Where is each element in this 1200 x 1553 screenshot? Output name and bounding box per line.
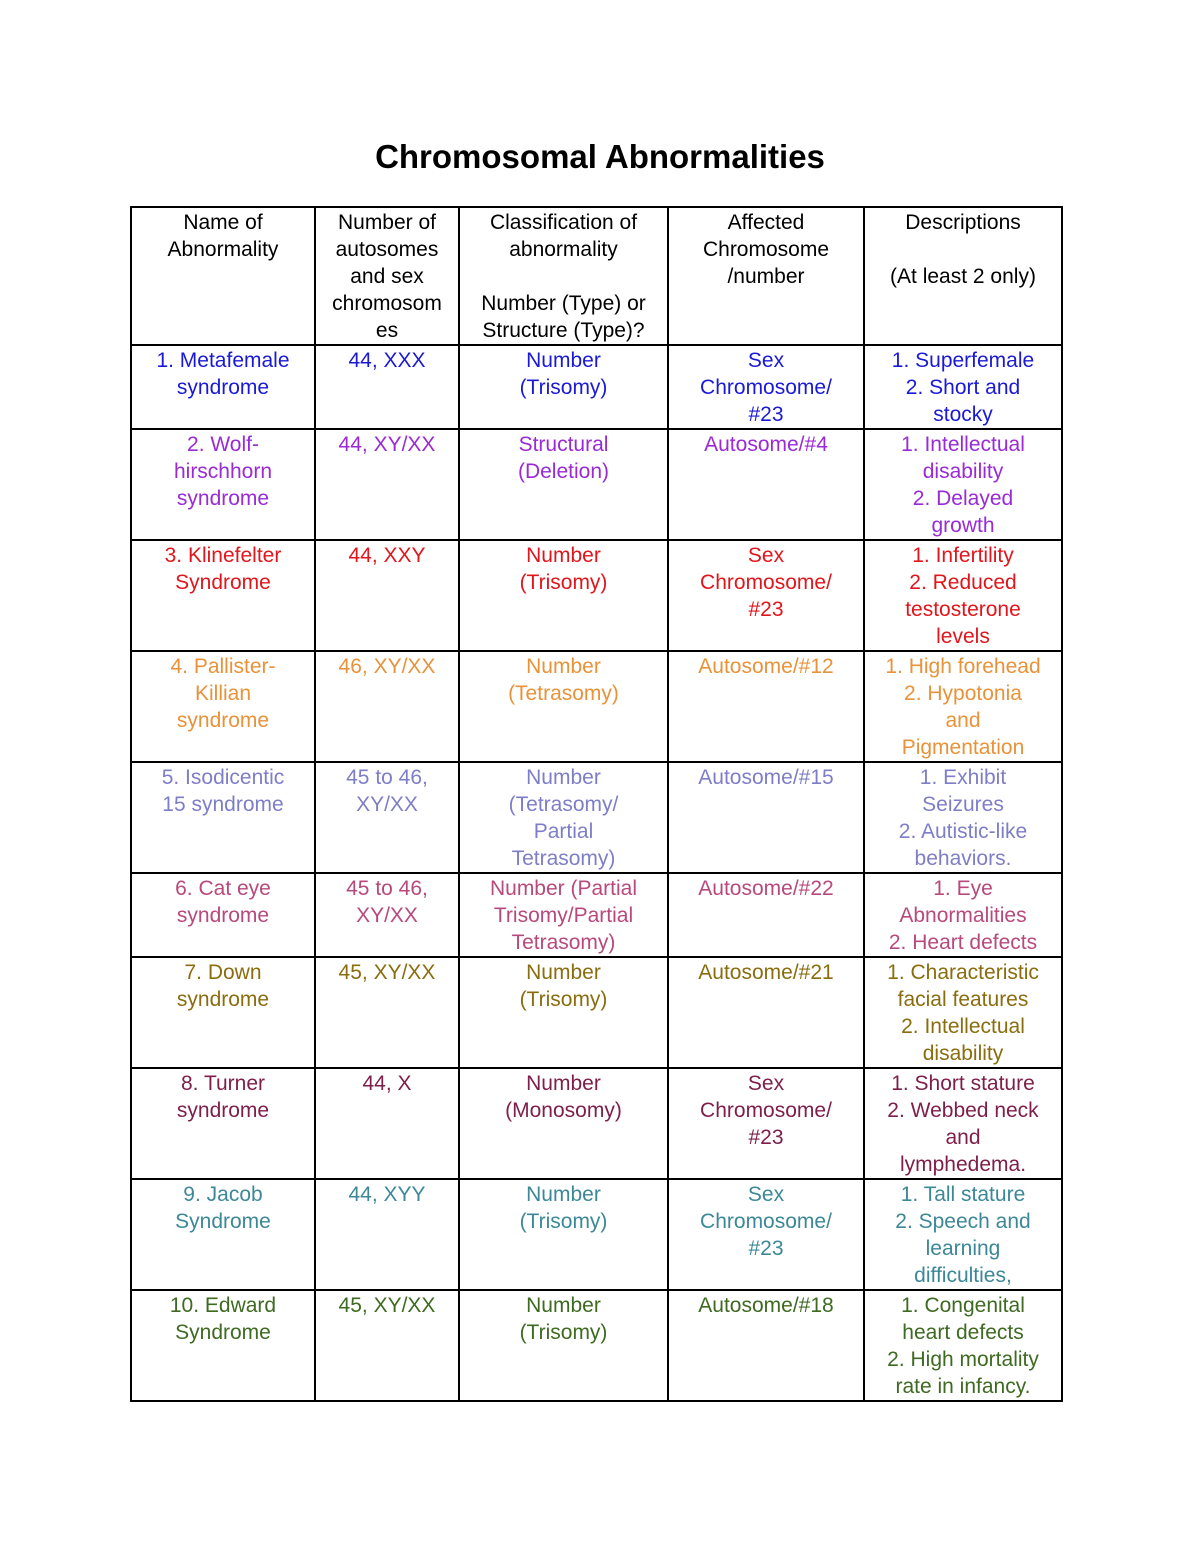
cell-text-line: heart defects [902, 1321, 1024, 1344]
cell-text-line: 45, XY/XX [338, 1294, 436, 1317]
cell-text-line: Pigmentation [901, 736, 1025, 759]
cell-text-line: (Monosomy) [505, 1099, 622, 1122]
header-row [131, 207, 1062, 345]
cell-text-line: 1. Infertility [912, 544, 1014, 567]
cell-text-line: 10. Edward [169, 1294, 277, 1317]
cell-text-line: (Trisomy) [519, 571, 608, 594]
cell-text-line: Number [526, 1072, 601, 1095]
cell-text-line: 1. Tall stature [900, 1183, 1026, 1206]
cell-classification [459, 345, 668, 429]
cell-text-line: Affected [727, 211, 805, 234]
cell-text-line: and sex [350, 265, 424, 288]
cell-name [131, 762, 315, 873]
table-row [131, 540, 1062, 651]
cell-text-line: growth [931, 514, 995, 537]
header-classification [459, 207, 668, 345]
page-title: Chromosomal Abnormalities [375, 138, 825, 175]
cell-text-line: 6. Cat eye [175, 877, 271, 900]
cell-text-line: (Trisomy) [519, 1321, 608, 1344]
cell-classification [459, 873, 668, 957]
cell-text-line: 1. Eye [933, 877, 993, 900]
cell-classification [459, 1068, 668, 1179]
cell-text-line: disability [922, 1042, 1004, 1065]
cell-affected-chromosome [668, 762, 864, 873]
cell-affected-chromosome [668, 429, 864, 540]
cell-text-line: Syndrome [175, 1210, 271, 1233]
cell-text-line: Sex [747, 1183, 785, 1206]
cell-description [864, 540, 1062, 651]
abnormalities-table [130, 206, 1063, 1402]
cell-text-line: Number [526, 349, 601, 372]
cell-description [864, 1290, 1062, 1401]
cell-affected-chromosome [668, 651, 864, 762]
table-row [131, 762, 1062, 873]
cell-text-line: difficulties, [914, 1264, 1012, 1287]
cell-text-line: Chromosome [702, 238, 830, 261]
cell-chromosome-count [315, 1179, 459, 1290]
cell-classification [459, 429, 668, 540]
cell-text-line: 44, XYY [348, 1183, 426, 1206]
cell-text-line: 1. Short stature [891, 1072, 1035, 1095]
cell-text-line: Abnormality [167, 238, 279, 261]
cell-text-line: 2. Webbed neck [887, 1099, 1039, 1122]
cell-text-line: 2. Delayed [912, 487, 1014, 510]
cell-text-line: 4. Pallister- [170, 655, 276, 678]
cell-text-line: #23 [748, 1237, 784, 1260]
cell-text-line: Structural [518, 433, 609, 456]
cell-text-line: 2. Intellectual [901, 1015, 1025, 1038]
cell-description [864, 345, 1062, 429]
cell-text-line: 1. Superfemale [891, 349, 1035, 372]
cell-text-line: XY/XX [356, 793, 418, 816]
cell-text-line: (Trisomy) [519, 988, 608, 1011]
blank-line [462, 263, 665, 290]
cell-text-line: 2. Speech and [895, 1210, 1031, 1233]
cell-text-line: Number (Partial [489, 877, 638, 900]
cell-text-line: (Tetrasomy/ [508, 793, 619, 816]
cell-classification [459, 1179, 668, 1290]
cell-text-line: #23 [748, 598, 784, 621]
cell-text-line: and [945, 709, 981, 732]
cell-description [864, 1068, 1062, 1179]
cell-text-line: Classification of [489, 211, 638, 234]
cell-name [131, 540, 315, 651]
cell-text-line: 5. Isodicentic [161, 766, 285, 789]
cell-text-line: (Tetrasomy) [508, 682, 619, 705]
cell-text-line: disability [922, 460, 1004, 483]
cell-chromosome-count [315, 1290, 459, 1401]
cell-text-line: 7. Down [184, 961, 262, 984]
cell-text-line: facial features [897, 988, 1029, 1011]
cell-affected-chromosome [668, 1068, 864, 1179]
cell-text-line: chromosom [332, 292, 442, 315]
cell-text-line: (Trisomy) [519, 376, 608, 399]
cell-text-line: 44, X [362, 1072, 412, 1095]
cell-description [864, 651, 1062, 762]
cell-text-line: Sex [747, 349, 785, 372]
header-count [315, 207, 459, 345]
cell-text-line: 1. Metafemale [156, 349, 290, 372]
cell-text-line: Chromosome/ [700, 571, 832, 594]
cell-text-line: Chromosome/ [700, 1099, 832, 1122]
cell-text-line: 45, XY/XX [338, 961, 436, 984]
cell-classification [459, 651, 668, 762]
cell-text-line: syndrome [176, 1099, 270, 1122]
cell-text-line: Syndrome [175, 571, 271, 594]
table-body [131, 345, 1062, 1401]
table-row [131, 1068, 1062, 1179]
cell-text-line: Number [526, 1183, 601, 1206]
cell-text-line: Killian [194, 682, 252, 705]
cell-text-line: Chromosome/ [700, 376, 832, 399]
cell-text-line: Descriptions [905, 211, 1021, 234]
cell-text-line: Partial [533, 820, 594, 843]
cell-text-line: Abnormalities [899, 904, 1027, 927]
cell-text-line: Name of [183, 211, 263, 234]
cell-name [131, 345, 315, 429]
cell-text-line: Number [526, 655, 601, 678]
table-row [131, 1290, 1062, 1401]
cell-text-line: Sex [747, 544, 785, 567]
cell-classification [459, 957, 668, 1068]
cell-text-line: Number [526, 544, 601, 567]
cell-text-line: 2. Autistic-like [898, 820, 1028, 843]
cell-text-line: 2. Heart defects [888, 931, 1038, 954]
cell-text-line: Autosome/#15 [698, 766, 834, 789]
cell-text-line: lymphedema. [899, 1153, 1027, 1176]
cell-text-line: 1. High forehead [885, 655, 1041, 678]
cell-affected-chromosome [668, 1179, 864, 1290]
cell-text-line: 45 to 46, [346, 766, 428, 789]
cell-text-line: 2. Hypotonia [904, 682, 1022, 705]
table-row [131, 651, 1062, 762]
cell-name [131, 957, 315, 1068]
cell-text-line: (Deletion) [517, 460, 610, 483]
cell-text-line: 1. Characteristic [887, 961, 1039, 984]
header-name [131, 207, 315, 345]
cell-text-line: levels [936, 625, 990, 648]
cell-text-line: Number of [337, 211, 437, 234]
cell-affected-chromosome [668, 345, 864, 429]
cell-text-line: learning [925, 1237, 1001, 1260]
cell-affected-chromosome [668, 1290, 864, 1401]
cell-text-line: testosterone [905, 598, 1021, 621]
cell-text-line: 1. Exhibit [919, 766, 1007, 789]
cell-text-line: abnormality [509, 238, 618, 261]
cell-name [131, 1068, 315, 1179]
cell-text-line: rate in infancy. [895, 1375, 1031, 1398]
cell-text-line: syndrome [176, 988, 270, 1011]
cell-chromosome-count [315, 540, 459, 651]
cell-chromosome-count [315, 873, 459, 957]
cell-description [864, 429, 1062, 540]
cell-text-line: (At least 2 only) [890, 265, 1036, 288]
cell-affected-chromosome [668, 957, 864, 1068]
cell-text-line: XY/XX [356, 904, 418, 927]
cell-text-line: 1. Congenital [901, 1294, 1025, 1317]
cell-description [864, 762, 1062, 873]
cell-text-line: syndrome [176, 709, 270, 732]
cell-text-line: autosomes [335, 238, 439, 261]
cell-text-line: behaviors. [914, 847, 1012, 870]
table-row [131, 873, 1062, 957]
cell-name [131, 651, 315, 762]
table-row [131, 429, 1062, 540]
cell-classification [459, 540, 668, 651]
cell-text-line: Autosome/#18 [698, 1294, 834, 1317]
cell-text-line: Tetrasomy) [511, 931, 616, 954]
cell-text-line: 45 to 46, [346, 877, 428, 900]
cell-text-line: Seizures [922, 793, 1004, 816]
cell-text-line: Tetrasomy) [511, 847, 616, 870]
header-description [864, 207, 1062, 345]
cell-text-line: es [375, 319, 399, 342]
table-row [131, 345, 1062, 429]
cell-classification [459, 762, 668, 873]
cell-text-line: syndrome [176, 904, 270, 927]
cell-text-line: syndrome [176, 376, 270, 399]
table-row [131, 1179, 1062, 1290]
cell-text-line: Number [526, 766, 601, 789]
cell-text-line: 44, XY/XX [338, 433, 436, 456]
cell-text-line: hirschhorn [173, 460, 273, 483]
cell-classification [459, 1290, 668, 1401]
cell-affected-chromosome [668, 873, 864, 957]
cell-affected-chromosome [668, 540, 864, 651]
cell-text-line: (Trisomy) [519, 1210, 608, 1233]
cell-chromosome-count [315, 957, 459, 1068]
cell-text-line: 1. Intellectual [901, 433, 1025, 456]
cell-text-line: stocky [933, 403, 993, 426]
cell-text-line: Structure (Type)? [482, 319, 645, 342]
cell-text-line: Autosome/#21 [698, 961, 834, 984]
cell-chromosome-count [315, 345, 459, 429]
cell-text-line: 2. High mortality [887, 1348, 1039, 1371]
cell-text-line: 44, XXY [348, 544, 426, 567]
cell-text-line: Syndrome [175, 1321, 271, 1344]
cell-text-line: #23 [748, 1126, 784, 1149]
cell-text-line: 2. Reduced [909, 571, 1017, 594]
blank-line [867, 236, 1059, 263]
cell-text-line: 2. Short and [905, 376, 1021, 399]
cell-text-line: /number [727, 265, 805, 288]
cell-text-line: 15 syndrome [162, 793, 284, 816]
cell-text-line: Autosome/#12 [698, 655, 834, 678]
header-affected [668, 207, 864, 345]
cell-name [131, 873, 315, 957]
cell-text-line: Trisomy/Partial [493, 904, 634, 927]
cell-text-line: Autosome/#4 [704, 433, 828, 456]
cell-text-line: syndrome [176, 487, 270, 510]
cell-chromosome-count [315, 1068, 459, 1179]
cell-description [864, 957, 1062, 1068]
cell-name [131, 1290, 315, 1401]
cell-text-line: Number [526, 961, 601, 984]
cell-text-line: Number (Type) or [481, 292, 646, 315]
cell-text-line: 2. Wolf- [187, 433, 259, 456]
cell-text-line: and [945, 1126, 981, 1149]
cell-name [131, 1179, 315, 1290]
cell-description [864, 873, 1062, 957]
cell-chromosome-count [315, 651, 459, 762]
cell-text-line: 44, XXX [348, 349, 426, 372]
cell-description [864, 1179, 1062, 1290]
cell-text-line: 46, XY/XX [338, 655, 436, 678]
cell-text-line: Autosome/#22 [698, 877, 834, 900]
cell-chromosome-count [315, 429, 459, 540]
cell-text-line: 8. Turner [180, 1072, 266, 1095]
cell-text-line: 9. Jacob [183, 1183, 263, 1206]
cell-text-line: 3. Klinefelter [164, 544, 282, 567]
cell-text-line: Sex [747, 1072, 785, 1095]
table-row [131, 957, 1062, 1068]
cell-text-line: Number [526, 1294, 601, 1317]
cell-text-line: #23 [748, 403, 784, 426]
cell-chromosome-count [315, 762, 459, 873]
cell-text-line: Chromosome/ [700, 1210, 832, 1233]
cell-name [131, 429, 315, 540]
